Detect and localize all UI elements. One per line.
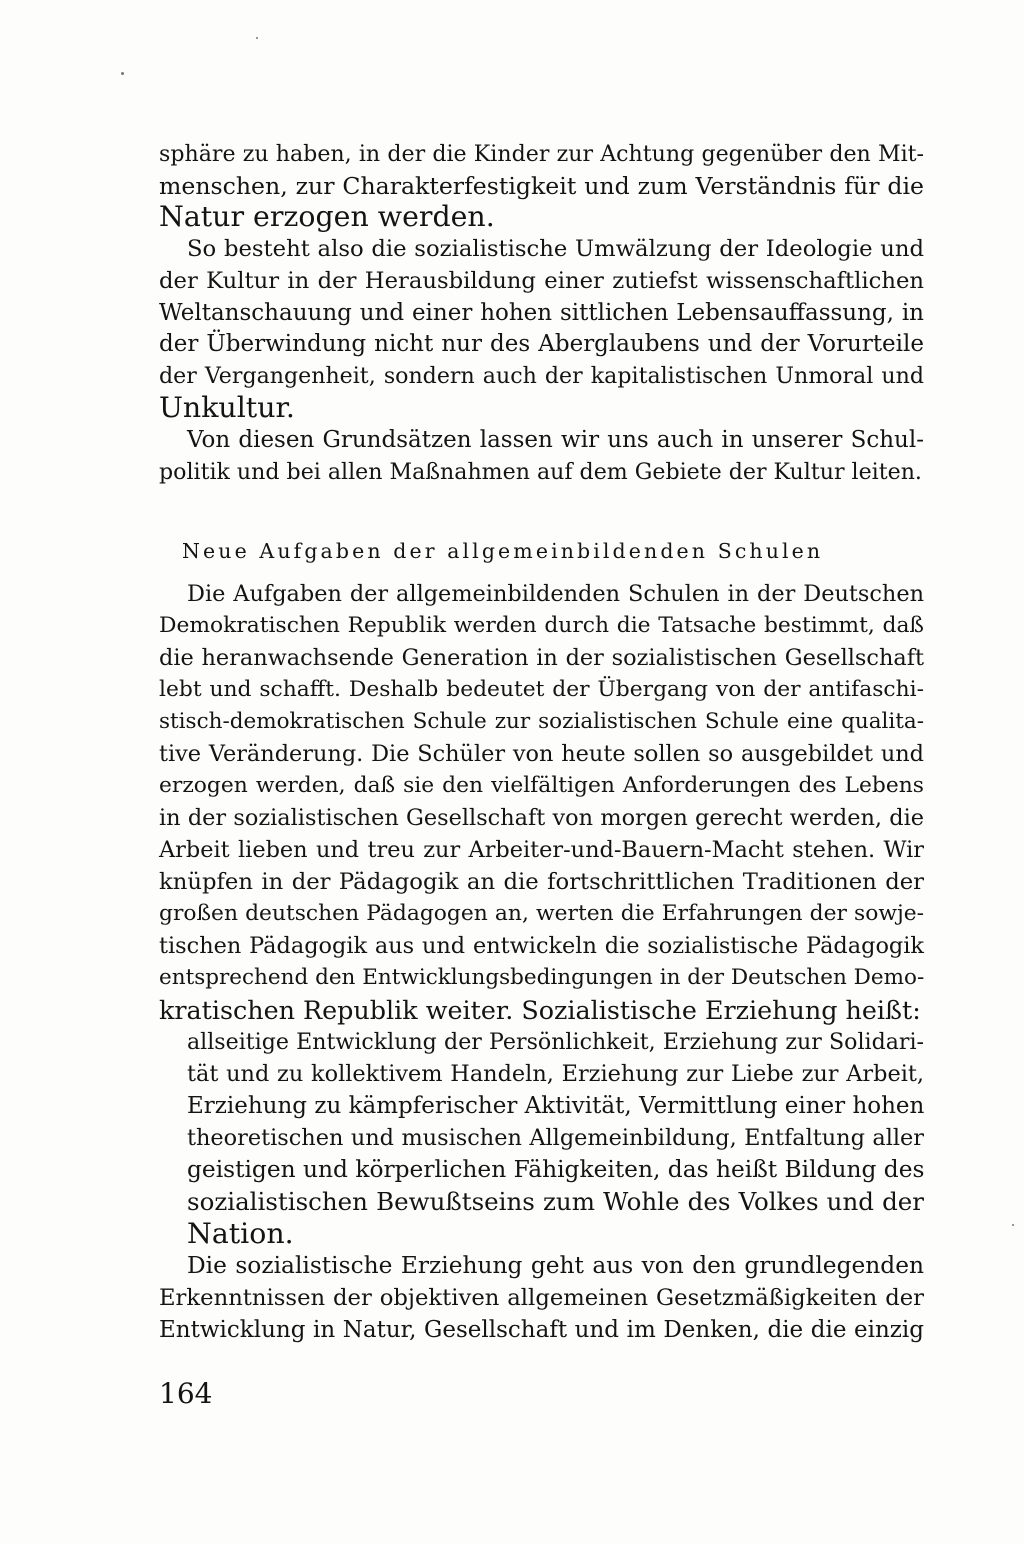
text-line: theoretischen und musischen Allgemeinbildung, Entfaltung aller [187, 1125, 924, 1151]
text-line: Entwicklung in Natur, Gesellschaft und im Denken, die die einzig [159, 1317, 924, 1343]
text-line: tischen Pädagogik aus und entwickeln die sozialistische Pädagogik [159, 933, 924, 959]
text-line: der Vergangenheit, sondern auch der kapitalistischen Unmoral und [159, 363, 924, 389]
text-line: sozialistischen Bewußtseins zum Wohle des Volkes und der [187, 1187, 924, 1216]
scan-speck [121, 72, 124, 75]
text-line: politik und bei allen Maßnahmen auf dem Gebiete der Kultur leiten. [159, 459, 922, 485]
text-line: tive Veränderung. Die Schüler von heute sollen so ausgebildet und [159, 741, 924, 767]
text-line: Die sozialistische Erziehung geht aus von den grundlegenden [187, 1252, 924, 1279]
text-line: Weltanschauung und einer hohen sittlichen Lebensauffassung, in [159, 300, 924, 326]
text-line: großen deutschen Pädagogen an, werten die Erfahrungen der sowje- [159, 901, 924, 926]
text-line: stisch-demokratischen Schule zur sozialistischen Schule eine qualita- [159, 709, 924, 734]
scan-speck [1012, 1224, 1014, 1226]
text-line: der Überwindung nicht nur des Aberglaubens und der Vorurteile [159, 331, 924, 357]
text-line: Natur erzogen werden. [159, 200, 495, 233]
text-line: So besteht also die sozialistische Umwälzung der Ideologie und [187, 236, 924, 262]
page-number: 164 [159, 1377, 213, 1410]
text-line: Die Aufgaben der allgemeinbildenden Schulen in der Deutschen [187, 581, 924, 607]
text-line: entsprechend den Entwicklungsbedingungen in der Deutschen Demo- [159, 965, 925, 990]
text-line: kratischen Republik weiter. Sozialistische Erziehung heißt: [159, 995, 921, 1025]
text-line: allseitige Entwicklung der Persönlichkeit, Erziehung zur Solidari- [187, 1029, 924, 1055]
text-line: Unkultur. [159, 391, 295, 424]
text-line: lebt und schafft. Deshalb bedeutet der Übergang von der antifaschi- [159, 677, 924, 702]
text-line: Erziehung zu kämpferischer Aktivität, Vermittlung einer hohen [187, 1093, 925, 1119]
text-line: sphäre zu haben, in der die Kinder zur Achtung gegenüber den Mit- [159, 141, 924, 167]
text-line: Demokratischen Republik werden durch die Tatsache bestimmt, daß [159, 613, 924, 638]
text-line: geistigen und körperlichen Fähigkeiten, das heißt Bildung des [187, 1156, 925, 1183]
text-line: Erkenntnissen der objektiven allgemeinen Gesetzmäßigkeiten der [159, 1285, 924, 1311]
text-line: der Kultur in der Herausbildung einer zutiefst wissenschaftlichen [159, 268, 924, 294]
text-line: Arbeit lieben und treu zur Arbeiter-und-Bauern-Macht stehen. Wir [159, 837, 924, 863]
text-line: in der sozialistischen Gesellschaft von morgen gerecht werden, die [159, 805, 924, 831]
text-line: tät und zu kollektivem Handeln, Erziehung zur Liebe zur Arbeit, [187, 1061, 924, 1087]
text-line: Von diesen Grundsätzen lassen wir uns auch in unserer Schul- [187, 427, 924, 453]
text-line: menschen, zur Charakterfestigkeit und zum Verständnis für die [159, 172, 924, 200]
text-line: die heranwachsende Generation in der sozialistischen Gesellschaft [159, 645, 924, 671]
text-line: Nation. [187, 1217, 294, 1250]
scan-speck [256, 37, 258, 39]
text-line: knüpfen in der Pädagogik an die fortschrittlichen Traditionen der [159, 869, 924, 895]
text-line: erzogen werden, daß sie den vielfältigen Anforderungen des Lebens [159, 773, 924, 798]
section-heading: Neue Aufgaben der allgemeinbildenden Schulen [182, 539, 824, 563]
